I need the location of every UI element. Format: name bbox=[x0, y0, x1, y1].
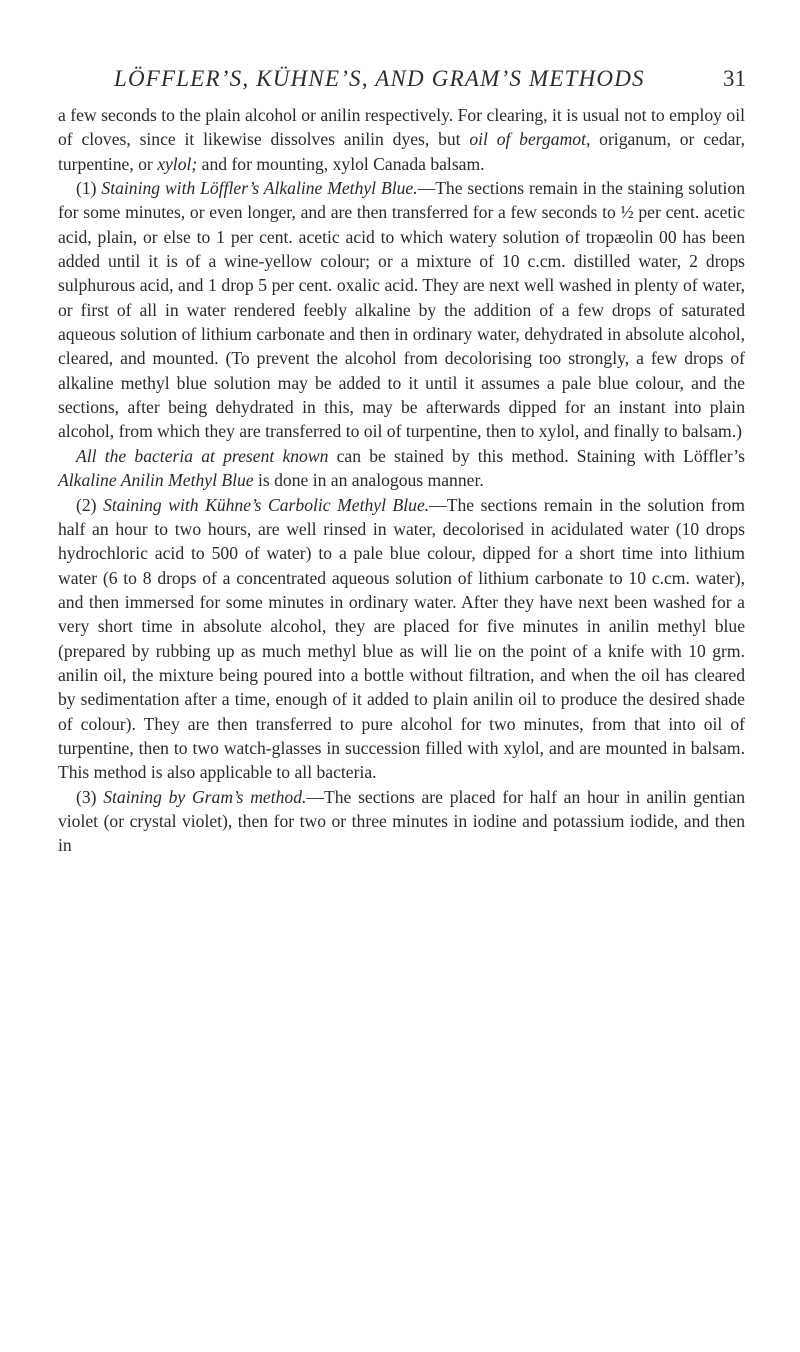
text-run: (3) bbox=[76, 786, 104, 807]
paragraph bbox=[58, 176, 745, 444]
paragraph bbox=[58, 493, 745, 785]
page-number: 31 bbox=[723, 66, 746, 91]
text-run: (2) bbox=[76, 494, 104, 515]
italic-text: Staining with Kühne’s Carbolic Methyl Blue. bbox=[103, 494, 430, 515]
italic-text: Alkaline Anilin Methyl Blue bbox=[58, 470, 254, 491]
italic-text: oil of bergamot, bbox=[469, 129, 591, 150]
italic-text: Staining with Löffler’s Alkaline Methyl Blue. bbox=[101, 178, 418, 199]
italic-text: Staining by Gram’s method. bbox=[103, 786, 307, 807]
text-run: —The sections are placed for half an hour in anilin gentian violet (or crystal violet), then for two or three minutes in iodine and potassium iodide, and then in bbox=[58, 786, 745, 856]
text-run: —The sections remain in the solution from half an hour to two hours, are well rinsed in water, decolorised in acidulated water (10 drops hydrochloric acid to 500 of water) to a pale blue colour, dipped for a short time into lithium water (6 to 8 drops of a concentrated aqueous solution of lithium carbonate to 10 c.cm. water), and then immersed for some minutes in ordinary water. After they have next been washed for a very short time in absolute alcohol, they are placed for five minutes in anilin methyl blue (prepared by rubbing up as much methyl blue as will lie on the point of a knife with 10 grm. anilin oil, the mixture being poured into a bottle without filtration, and when the oil has cleared by sedimentation after a time, enough of it added to plain anilin oil to produce the desired shade of colour). They are then transferred to pure alcohol for two minutes, from that into oil of turpentine, then to two watch-glasses in succession filled with xylol, and are mounted in balsam. This method is also applicable to all bacteria. bbox=[58, 494, 745, 783]
text-run: —The sections remain in the staining solution for some minutes, or even longer, and are then transferred for a few seconds to ½ per cent. acetic acid, plain, or else to 1 per cent. acetic acid to which watery solution of tropæolin 00 has been added until it is of a wine-yellow colour; or a mixture of 10 c.cm. distilled water, 2 drops sulphurous acid, and 1 drop 5 per cent. oxalic acid. They are next well washed in plenty of water, or first of all in water rendered feebly alkaline by the addition of a few drops of saturated aqueous solution of lithium carbonate and then in ordinary water, dehydrated in absolute alcohol, cleared, and mounted. (To prevent the alcohol from decolorising too strongly, a few drops of alkaline methyl blue solution may be added to it until it assumes a pale blue colour, and the sections, after being dehydrated in this, may be afterwards dipped for an instant into plain alcohol, from which they are transferred to oil of turpentine, then to xylol, and finally to balsam.) bbox=[58, 178, 745, 442]
paragraph bbox=[58, 785, 745, 858]
paragraph bbox=[58, 103, 745, 176]
paragraph bbox=[58, 444, 745, 493]
running-title: LÖFFLER’S, KÜHNE’S, AND GRAM’S METHODS bbox=[114, 66, 645, 91]
text-run: origanum, or cedar, turpentine, or bbox=[58, 129, 745, 174]
text-run: a few seconds to the plain alcohol or anilin respectively. For clearing, it is usual not to employ oil of cloves, since it likewise dissolves anilin dyes, but bbox=[58, 105, 745, 150]
body-text bbox=[58, 103, 745, 858]
text-run: and for mounting, xylol Canada balsam. bbox=[197, 153, 485, 174]
italic-text: xylol; bbox=[157, 153, 198, 174]
italic-text: All the bacteria at present known bbox=[76, 445, 329, 466]
text-run: can be stained by this method. Staining with Löffler’s bbox=[328, 445, 745, 466]
text-run: is done in an analogous manner. bbox=[253, 470, 484, 491]
running-head bbox=[108, 66, 746, 96]
text-run: (1) bbox=[76, 178, 102, 199]
